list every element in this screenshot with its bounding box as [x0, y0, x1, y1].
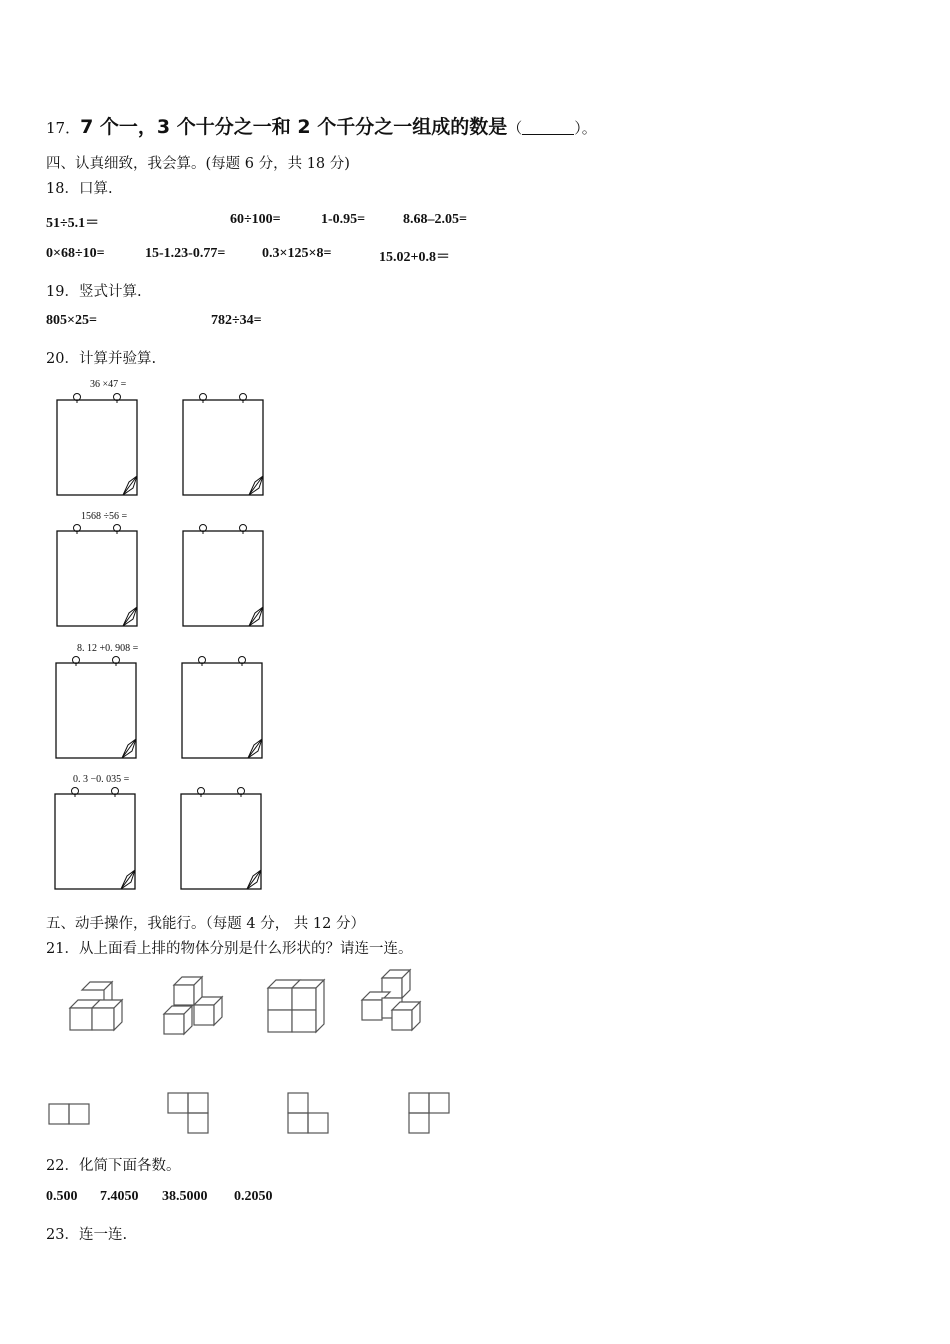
section-4-title: 四、认真细致，我会算。(每题 6 分，共 18 分)	[46, 156, 350, 172]
decimal-item: 0.2050	[234, 1189, 273, 1204]
question-20-title: 20．计算并验算.	[46, 351, 157, 367]
oral-calc-item: 0.3×125×8=	[262, 246, 332, 261]
cube-arrangement-1[interactable]	[70, 982, 122, 1030]
decimal-item: 0.500	[46, 1189, 78, 1204]
question-19-title: 19．竖式计算.	[46, 284, 142, 300]
question-text: 7 个一，3 个十分之一和 2 个千分之一组成的数是	[80, 116, 508, 138]
oral-calc-item: 60÷100=	[230, 212, 281, 227]
decimal-item: 38.5000	[162, 1189, 208, 1204]
question-18-title: 18．口算.	[46, 181, 113, 197]
oral-calc-item: 1-0.95=	[321, 212, 366, 227]
oral-calc-item: 51÷5.1＝	[46, 216, 100, 231]
oral-calc-item: 15.02+0.8＝	[379, 250, 450, 265]
cube-arrangement-3[interactable]	[268, 980, 324, 1032]
top-view-2[interactable]	[168, 1093, 208, 1133]
top-view-1[interactable]	[49, 1104, 89, 1124]
decimal-item: 7.4050	[100, 1189, 139, 1204]
question-23-title: 23．连一连.	[46, 1227, 128, 1243]
question-number: 17．	[46, 119, 81, 137]
vertical-calc-item: 805×25=	[46, 313, 97, 328]
problem-label: 8. 12 +0. 908 =	[77, 643, 139, 654]
oral-calc-item: 15-1.23-0.77=	[145, 246, 226, 261]
section-5-title: 五、动手操作，我能行。（每题 4 分， 共 12 分）	[46, 916, 365, 932]
vertical-calc-item: 782÷34=	[211, 313, 262, 328]
oral-calc-item: 0×68÷10=	[46, 246, 105, 261]
problem-label: 1568 ÷56 =	[81, 511, 128, 522]
cube-arrangement-4[interactable]	[362, 970, 420, 1030]
problem-label: 36 ×47 =	[90, 379, 127, 390]
oral-calc-item: 8.68–2.05=	[403, 212, 467, 227]
top-view-4[interactable]	[409, 1093, 449, 1133]
paren-close: ）。	[574, 119, 597, 137]
paren-open: （	[507, 119, 523, 137]
cube-arrangement-2[interactable]	[164, 977, 222, 1034]
question-22-title: 22．化简下面各数。	[46, 1158, 181, 1174]
top-view-3[interactable]	[288, 1093, 328, 1133]
question-21-title: 21．从上面看上排的物体分别是什么形状的？请连一连。	[46, 941, 413, 957]
problem-label: 0. 3 −0. 035 =	[73, 774, 130, 785]
